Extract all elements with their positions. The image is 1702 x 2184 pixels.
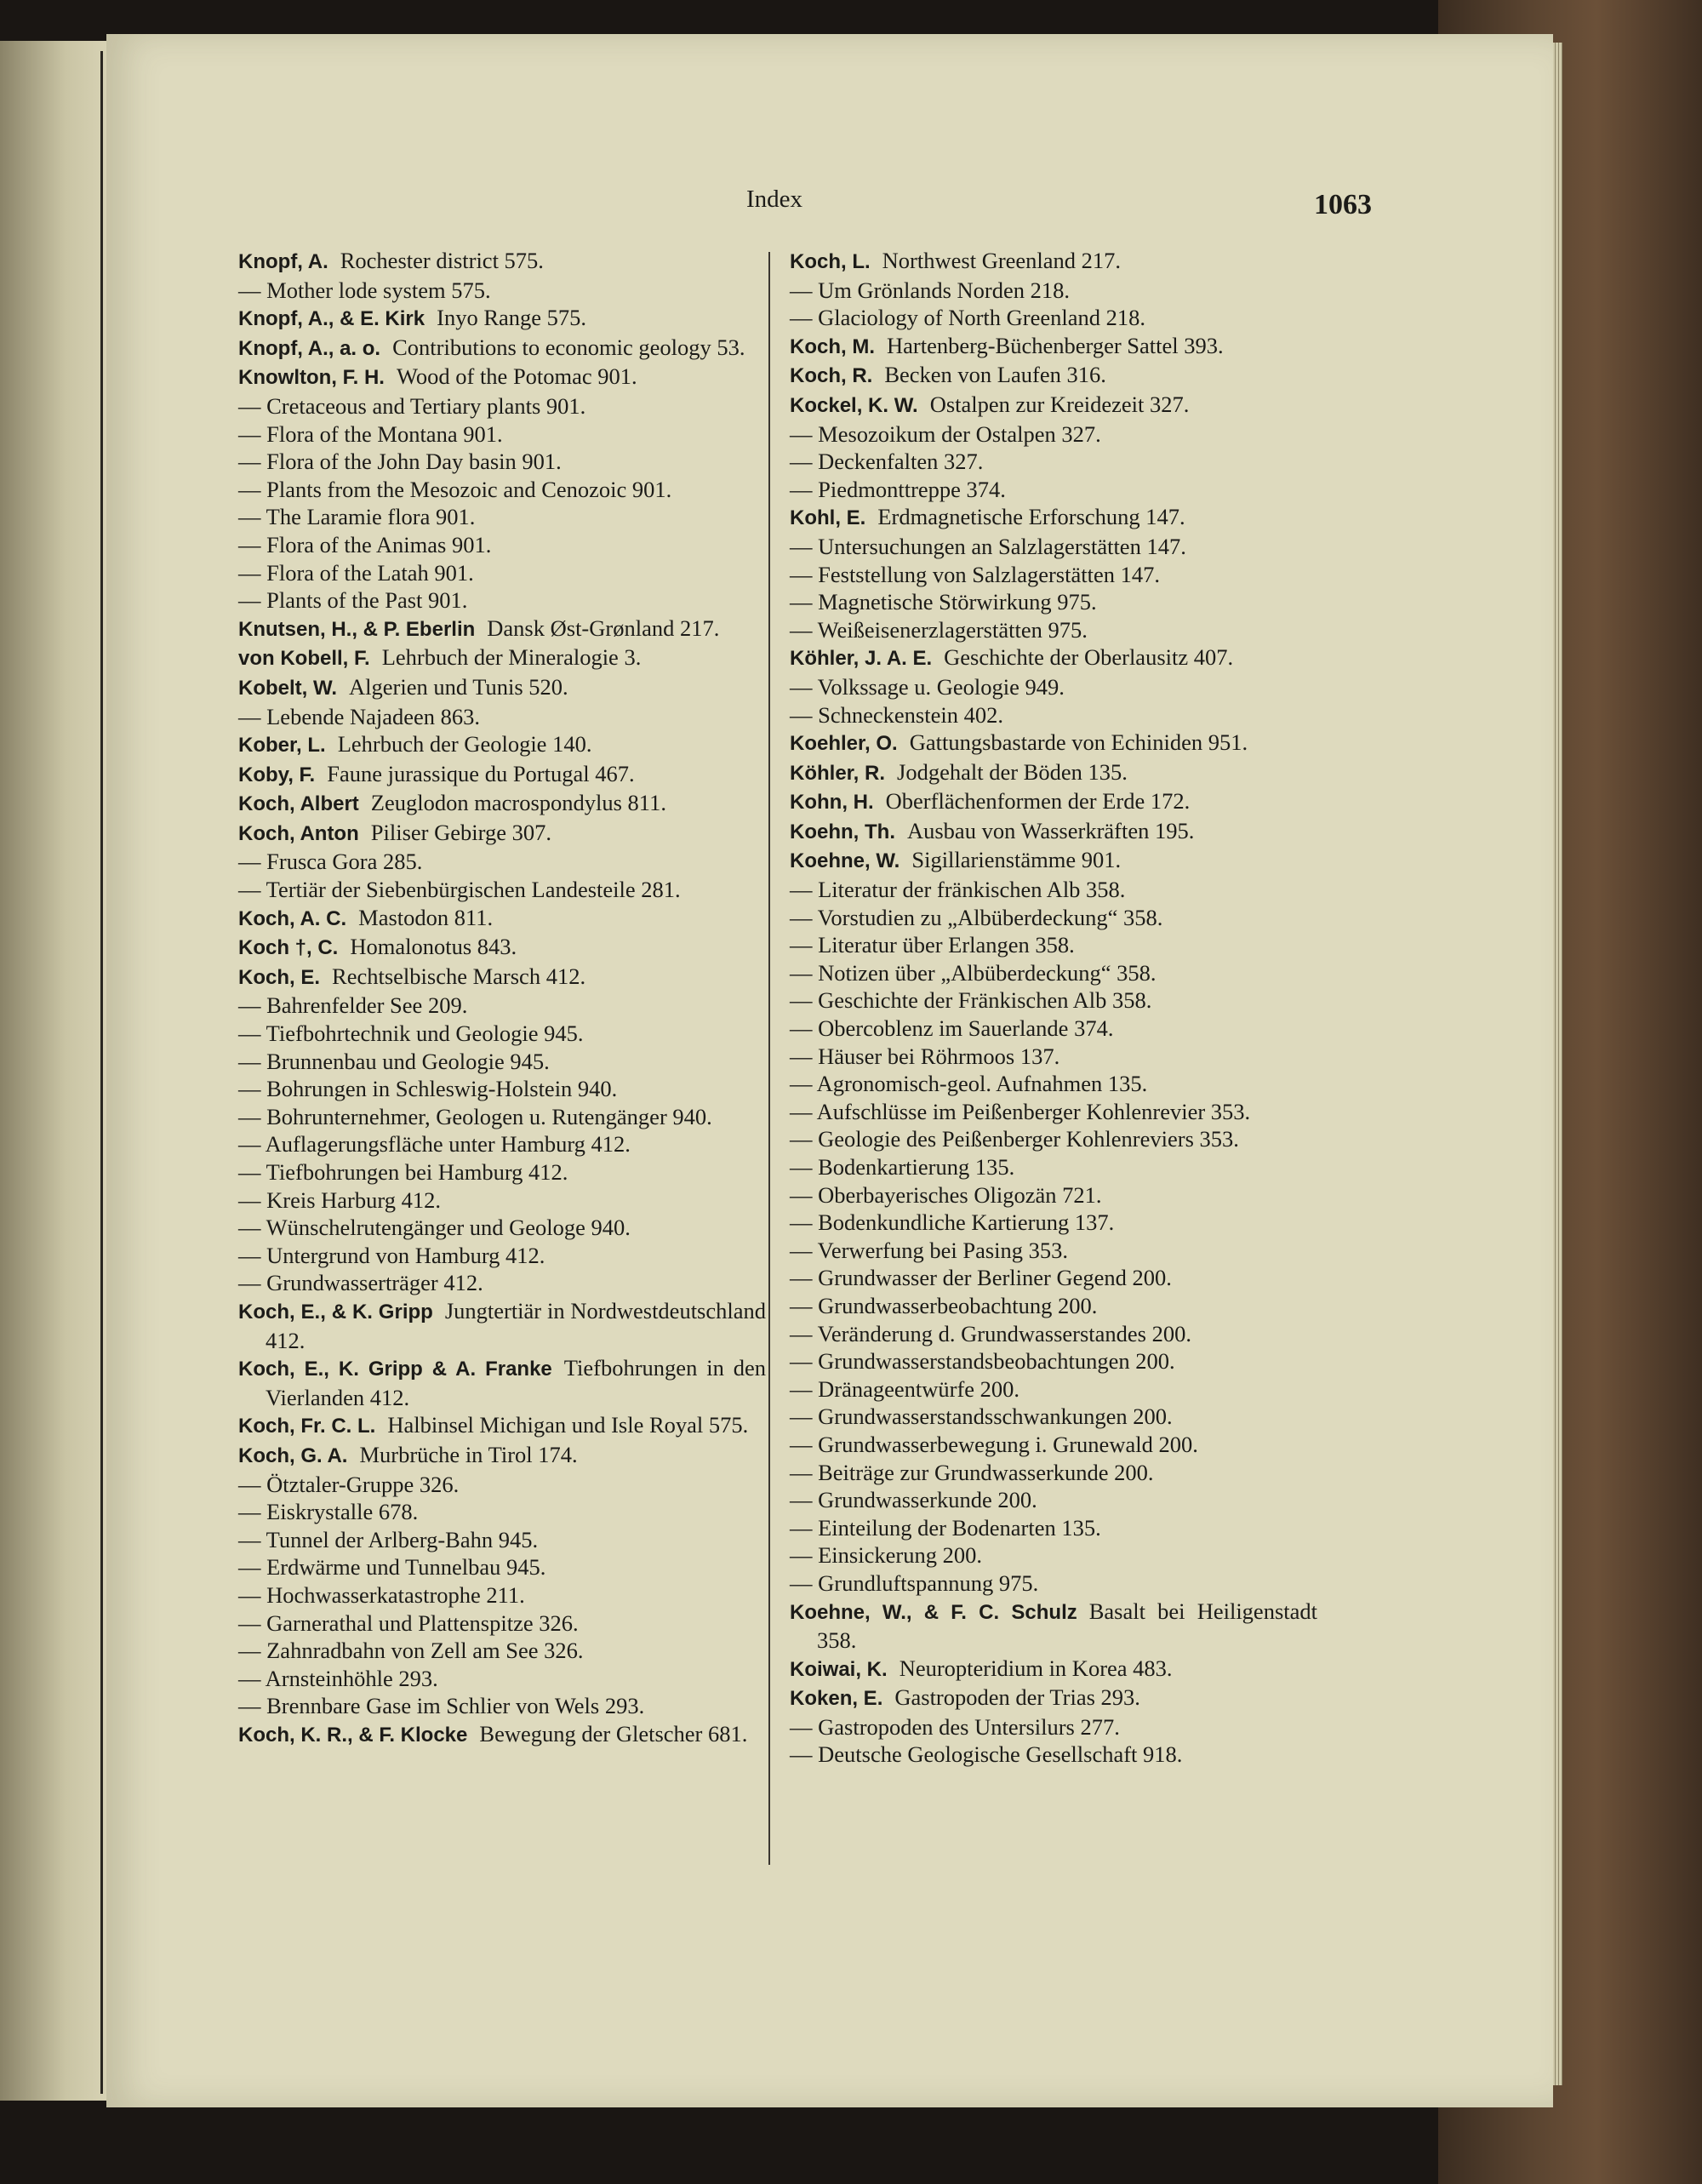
entry-title: — Schneckenstein 402. (790, 701, 1003, 728)
entry-title: Gastropoden der Trias 293. (894, 1684, 1140, 1711)
index-entry (790, 1514, 1317, 1542)
index-entry (790, 1209, 1317, 1237)
index-entry (238, 420, 766, 449)
index-entry (790, 673, 1317, 701)
index-entry (790, 1347, 1317, 1375)
entry-title: Neuropteridium in Korea 483. (899, 1655, 1173, 1681)
index-entry (790, 332, 1317, 362)
index-entry (790, 1015, 1317, 1043)
index-entry (238, 1553, 766, 1581)
entry-title: — Weißeisenerzlagerstätten 975. (790, 616, 1088, 643)
index-entry (790, 1320, 1317, 1348)
index-entry (238, 363, 766, 392)
index-entry (238, 703, 766, 731)
entry-title: — Ötztaler-Gruppe 326. (238, 1471, 460, 1497)
binding-gutter (100, 51, 103, 2094)
entry-title: — Agronomisch-geol. Aufnahmen 135. (790, 1071, 1148, 1097)
entry-author: Kober, L. (238, 734, 326, 758)
index-entry (238, 643, 766, 673)
index-entry (790, 476, 1317, 504)
entry-author: Köhler, J. A. E. (790, 647, 933, 671)
entry-author: Knopf, A., a. o. (238, 336, 381, 360)
running-head: Index (745, 186, 803, 213)
index-entry (790, 1598, 1317, 1655)
entry-title: — Um Grönlands Norden 218. (790, 277, 1070, 303)
entry-title: — Grundwasserbewegung i. Grunewald 200. (790, 1431, 1198, 1457)
index-entry (790, 448, 1317, 476)
index-entry (790, 247, 1317, 277)
index-entry (790, 817, 1317, 847)
index-entry (238, 1186, 766, 1215)
index-entry (790, 1486, 1317, 1514)
index-entry (238, 1637, 766, 1665)
entry-title: — Piedmonttreppe 374. (790, 476, 1006, 502)
index-entry (238, 992, 766, 1020)
entry-author: Koch, Fr. C. L. (238, 1415, 376, 1438)
index-entry (790, 1713, 1317, 1741)
index-entry (238, 1665, 766, 1693)
entry-title: — Untergrund von Hamburg 412. (238, 1242, 545, 1268)
entry-title: — Tiefbohrtechnik und Geologie 945. (238, 1021, 584, 1047)
index-entry (238, 476, 766, 504)
index-entry (790, 533, 1317, 561)
entry-title: — Bahrenfelder See 209. (238, 992, 468, 1019)
index-entry (790, 503, 1317, 533)
entry-author: Koch, M. (790, 334, 875, 358)
entry-title: — Magnetische Störwirkung 975. (790, 589, 1097, 615)
index-entry (790, 361, 1317, 391)
entry-author: Koehne, W., & F. C. Schulz (790, 1600, 1077, 1624)
entry-title: Inyo Range 575. (437, 305, 587, 331)
entry-title: — Brennbare Gase im Schlier von Wels 293. (238, 1693, 645, 1719)
index-entry (238, 1048, 766, 1076)
entry-title: Ausbau von Wasserkräften 195. (906, 817, 1195, 843)
index-entry (238, 904, 766, 934)
index-entry (790, 1153, 1317, 1181)
index-entry (790, 1264, 1317, 1292)
entry-title: — Zahnradbahn von Zell am See 326. (238, 1638, 584, 1664)
entry-title: — Verwerfung bei Pasing 353. (790, 1237, 1069, 1263)
index-entry (790, 1292, 1317, 1320)
index-entry (790, 846, 1317, 876)
entry-title: — Geologie des Peißenberger Kohlenreviers 353. (790, 1126, 1239, 1152)
index-entry (790, 420, 1317, 449)
entry-author: Koch, Albert (238, 792, 359, 816)
entry-author: Knopf, A., & E. Kirk (238, 307, 426, 331)
entry-author: Koehn, Th. (790, 820, 895, 843)
entry-title: — Volkssage u. Geologie 949. (790, 673, 1065, 700)
index-entry (238, 277, 766, 305)
entry-title: — Cretaceous and Tertiary plants 901. (238, 392, 586, 419)
index-entry (790, 1459, 1317, 1487)
index-entry (790, 304, 1317, 332)
index-entry (238, 1103, 766, 1131)
entry-title: — Veränderung d. Grundwasserstandes 200. (790, 1320, 1191, 1346)
index-entry (238, 789, 766, 819)
entry-title: — Flora of the Latah 901. (238, 559, 474, 586)
entry-author: Koehne, W. (790, 849, 900, 873)
index-entry (238, 760, 766, 790)
index-column-left (238, 247, 766, 1749)
index-entry (790, 1125, 1317, 1153)
index-entry (238, 586, 766, 615)
entry-title: — Mesozoikum der Ostalpen 327. (790, 420, 1101, 447)
entry-title: — Bohrunternehmer, Geologen u. Rutengänger 940. (238, 1103, 712, 1129)
entry-title: — Obercoblenz im Sauerlande 374. (790, 1015, 1114, 1042)
index-entry (238, 615, 766, 644)
entry-title: — Beiträge zur Grundwasserkunde 200. (790, 1459, 1154, 1485)
entry-author: Koch, G. A. (238, 1444, 348, 1467)
index-entry (790, 1043, 1317, 1071)
entry-title: — Grundwasserträger 412. (238, 1270, 483, 1296)
index-entry (238, 963, 766, 992)
entry-title: — Frusca Gora 285. (238, 849, 423, 875)
index-entry (238, 1609, 766, 1638)
entry-title: — Deckenfalten 327. (790, 449, 984, 475)
index-entry (238, 1441, 766, 1471)
entry-title: Rechtselbische Marsch 412. (332, 963, 586, 989)
index-entry (238, 848, 766, 876)
index-entry (238, 1526, 766, 1554)
index-entry (238, 1242, 766, 1270)
previous-page-edge (0, 41, 109, 2101)
entry-title: Wood of the Potomac 901. (396, 363, 637, 390)
entry-title: — Flora of the Animas 901. (238, 531, 492, 557)
index-entry (790, 787, 1317, 817)
entry-title: Dansk Øst-Grønland 217. (487, 615, 720, 641)
entry-title: Sigillarienstämme 901. (911, 847, 1122, 873)
index-column-right (790, 247, 1317, 1769)
entry-title: Zeuglodon macrospondylus 811. (370, 790, 666, 816)
entry-title: Tiefbohrungen in den Vierlanden 412. (266, 1355, 766, 1410)
entry-title: Geschichte der Oberlausitz 407. (944, 644, 1234, 671)
index-entry (790, 1541, 1317, 1569)
index-entry (790, 758, 1317, 788)
index-entry (790, 729, 1317, 758)
index-entry (238, 559, 766, 587)
entry-title: — Literatur der fränkischen Alb 358. (790, 877, 1126, 903)
entry-title: — Mother lode system 575. (238, 277, 491, 303)
entry-author: Knutsen, H., & P. Eberlin (238, 617, 476, 641)
index-entry (790, 1098, 1317, 1126)
index-entry (238, 448, 766, 476)
index-entry (238, 1354, 766, 1411)
index-entry (790, 986, 1317, 1015)
index-entry (790, 277, 1317, 305)
entry-title: Erdmagnetische Erforschung 147. (877, 504, 1185, 530)
entry-title: Lehrbuch der Mineralogie 3. (381, 644, 642, 671)
index-entry (790, 616, 1317, 644)
entry-title: — Notizen über „Albüberdeckung“ 358. (790, 959, 1157, 986)
entry-author: Knopf, A. (238, 250, 328, 273)
index-entry (238, 1498, 766, 1526)
entry-title: Piliser Gebirge 307. (370, 819, 551, 845)
entry-author: Koch, K. R., & F. Klocke (238, 1723, 468, 1747)
index-entry (790, 959, 1317, 987)
index-entry (238, 1692, 766, 1720)
index-entry (238, 1130, 766, 1158)
entry-title: Lehrbuch der Geologie 140. (337, 731, 592, 758)
entry-title: — Grundwasserstandsbeobachtungen 200. (790, 1348, 1175, 1375)
entry-title: Halbinsel Michigan und Isle Royal 575. (387, 1412, 749, 1438)
entry-author: Kohn, H. (790, 791, 874, 815)
index-entry (238, 304, 766, 334)
page-number: 1063 (1314, 189, 1372, 220)
index-entry (238, 1020, 766, 1048)
index-entry (790, 701, 1317, 729)
entry-title: Oberflächenformen der Erde 172. (885, 788, 1191, 815)
index-entry (790, 1569, 1317, 1598)
entry-title: Northwest Greenland 217. (882, 248, 1122, 273)
entry-title: Gattungsbastarde von Echiniden 951. (909, 729, 1248, 756)
entry-author: Koch, L. (790, 250, 871, 273)
entry-title: — Brunnenbau und Geologie 945. (238, 1048, 550, 1074)
entry-title: — The Laramie flora 901. (238, 504, 476, 530)
entry-title: — Vorstudien zu „Albüberdeckung“ 358. (790, 904, 1163, 930)
entry-title: — Plants from the Mesozoic and Cenozoic 901. (238, 476, 672, 502)
entry-title: — Einteilung der Bodenarten 135. (790, 1514, 1101, 1541)
index-entry (790, 391, 1317, 420)
index-entry (790, 876, 1317, 904)
index-entry (790, 1741, 1317, 1769)
entry-author: Knowlton, F. H. (238, 366, 385, 390)
entry-title: — Aufschlüsse im Peißenberger Kohlenrevier 353. (790, 1098, 1251, 1124)
index-entry (238, 392, 766, 420)
entry-author: Koch, E., & K. Gripp (238, 1300, 433, 1324)
entry-title: — Flora of the Montana 901. (238, 420, 503, 447)
entry-title: — Häuser bei Röhrmoos 137. (790, 1043, 1060, 1069)
entry-author: Kobelt, W. (238, 676, 337, 700)
entry-title: — Garnerathal und Plattenspitze 326. (238, 1609, 579, 1636)
entry-title: — Bohrungen in Schleswig-Holstein 940. (238, 1076, 618, 1102)
entry-title: — Grundwasserstandsschwankungen 200. (790, 1404, 1173, 1430)
entry-title: Jodgehalt der Böden 135. (897, 758, 1128, 785)
index-entry (238, 1581, 766, 1609)
entry-title: Hartenberg-Büchenberger Sattel 393. (887, 332, 1224, 358)
entry-title: — Flora of the John Day basin 901. (238, 449, 562, 475)
entry-title: Ostalpen zur Kreidezeit 327. (929, 391, 1190, 417)
entry-title: — Geschichte der Fränkischen Alb 358. (790, 987, 1152, 1014)
entry-title: — Hochwasserkatastrophe 211. (238, 1581, 525, 1608)
entry-title: Becken von Laufen 316. (884, 362, 1106, 388)
column-divider (768, 252, 770, 1865)
entry-title: — Bodenkundliche Kartierung 137. (790, 1209, 1115, 1236)
entry-author: Köhler, R. (790, 761, 886, 785)
entry-title: — Dränageentwürfe 200. (790, 1375, 1020, 1402)
index-entry (790, 561, 1317, 589)
index-entry (238, 1158, 766, 1186)
index-entry (790, 643, 1317, 673)
index-entry (238, 673, 766, 703)
entry-title: — Oberbayerisches Oligozän 721. (790, 1181, 1102, 1208)
entry-title: — Grundluftspannung 975. (790, 1569, 1039, 1596)
index-entry (238, 247, 766, 277)
entry-title: Faune jurassique du Portugal 467. (327, 760, 635, 786)
entry-author: Koch, A. C. (238, 906, 347, 930)
entry-title: — Tertiär der Siebenbürgischen Landesteile 281. (238, 877, 681, 903)
index-entry (790, 1431, 1317, 1459)
entry-title: — Tunnel der Arlberg-Bahn 945. (238, 1526, 539, 1552)
index-entry (238, 334, 766, 363)
index-entry (790, 1070, 1317, 1098)
index-entry (790, 1375, 1317, 1404)
index-entry (238, 1720, 766, 1750)
index-entry (238, 730, 766, 760)
entry-title: — Lebende Najadeen 863. (238, 703, 481, 729)
index-entry (238, 1411, 766, 1441)
index-entry (238, 531, 766, 559)
entry-author: Kohl, E. (790, 506, 866, 530)
entry-title: Rochester district 575. (340, 248, 544, 273)
index-entry (238, 933, 766, 963)
entry-title: — Tiefbohrungen bei Hamburg 412. (238, 1159, 568, 1185)
entry-title: Jungtertiär in Nordwestdeutschland 412. (266, 1297, 767, 1353)
entry-author: Koch, E. (238, 965, 321, 989)
entry-title: — Eiskrystalle 678. (238, 1499, 419, 1525)
entry-author: Koehler, O. (790, 732, 898, 756)
entry-title: — Arnsteinhöhle 293. (238, 1665, 438, 1691)
entry-author: Koch †, C. (238, 936, 339, 960)
entry-author: Koch, Anton (238, 821, 359, 845)
index-entry (238, 819, 766, 849)
entry-author: von Kobell, F. (238, 647, 370, 671)
index-entry (790, 904, 1317, 932)
entry-title: Basalt bei Heiligenstadt 358. (817, 1598, 1317, 1654)
index-entry (790, 1237, 1317, 1265)
entry-title: Mastodon 811. (358, 904, 494, 930)
entry-author: Koken, E. (790, 1687, 883, 1711)
entry-title: — Plants of the Past 901. (238, 587, 468, 614)
index-entry (790, 931, 1317, 959)
index-entry (238, 1075, 766, 1103)
entry-author: Koch, E., K. Gripp & A. Franke (238, 1358, 552, 1381)
entry-title: — Erdwärme und Tunnelbau 945. (238, 1554, 546, 1581)
entry-author: Kockel, K. W. (790, 393, 918, 417)
entry-title: Homalonotus 843. (350, 934, 517, 960)
entry-title: — Bodenkartierung 135. (790, 1154, 1015, 1180)
entry-title: — Grundwasserkunde 200. (790, 1487, 1037, 1513)
index-entry (238, 503, 766, 531)
entry-author: Koby, F. (238, 763, 316, 786)
index-entry (790, 1181, 1317, 1209)
index-entry (238, 876, 766, 904)
entry-title: — Grundwasser der Berliner Gegend 200. (790, 1265, 1172, 1291)
entry-title: — Untersuchungen an Salzlagerstätten 147. (790, 533, 1186, 559)
entry-title: Bewegung der Gletscher 681. (479, 1720, 748, 1747)
entry-title: Murbrüche in Tirol 174. (359, 1441, 578, 1467)
index-entry (790, 1684, 1317, 1713)
index-entry (238, 1471, 766, 1499)
index-entry (790, 588, 1317, 616)
entry-title: Contributions to economic geology 53. (392, 334, 745, 360)
entry-title: — Grundwasserbeobachtung 200. (790, 1292, 1098, 1318)
entry-title: — Gastropoden des Untersilurs 277. (790, 1713, 1120, 1740)
index-entry (790, 1655, 1317, 1684)
entry-title: — Auflagerungsfläche unter Hamburg 412. (238, 1131, 631, 1158)
entry-title: — Kreis Harburg 412. (238, 1186, 441, 1213)
entry-title: — Feststellung von Salzlagerstätten 147. (790, 561, 1160, 587)
entry-author: Koiwai, K. (790, 1657, 888, 1681)
entry-title: Algerien und Tunis 520. (349, 673, 568, 700)
entry-title: — Deutsche Geologische Gesellschaft 918. (790, 1741, 1183, 1768)
index-entry (238, 1214, 766, 1242)
entry-title: — Literatur über Erlangen 358. (790, 932, 1075, 958)
index-entry (238, 1269, 766, 1297)
index-entry (238, 1297, 766, 1354)
entry-title: — Glaciology of North Greenland 218. (790, 305, 1146, 331)
entry-author: Koch, R. (790, 364, 873, 388)
entry-title: — Wünschelrutengänger und Geologe 940. (238, 1215, 631, 1241)
index-entry (790, 1403, 1317, 1431)
entry-title: — Einsickerung 200. (790, 1542, 982, 1569)
